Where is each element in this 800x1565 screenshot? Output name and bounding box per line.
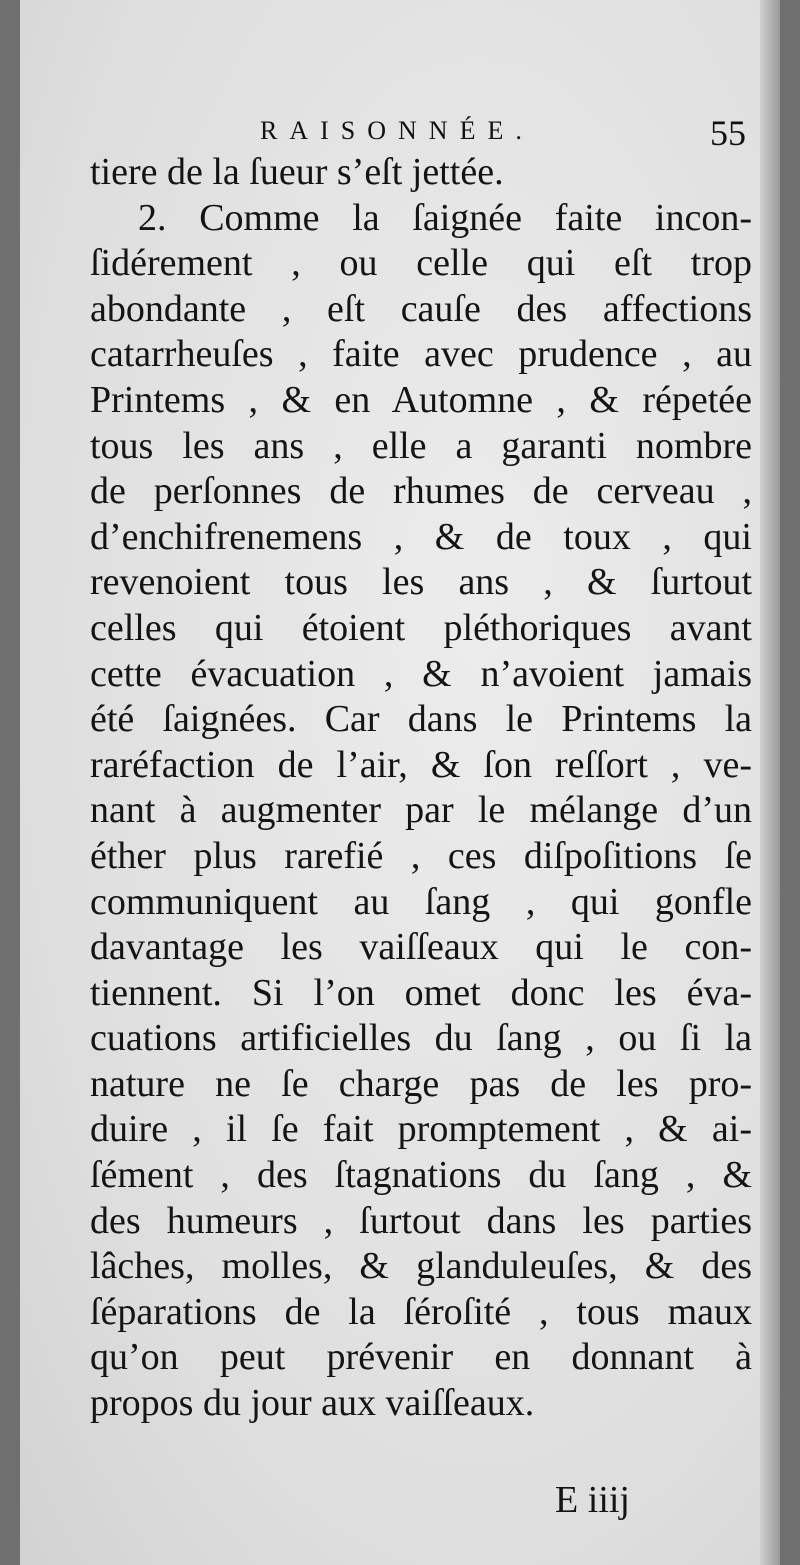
text-line: des humeurs , ſurtout dans les parties xyxy=(90,1199,752,1242)
text-line: cette évacuation , & n’avoient jamais xyxy=(90,652,752,695)
text-line: 2. Comme la ſaignée faite incon- xyxy=(138,196,752,239)
page-gutter-shadow xyxy=(760,0,780,1565)
text-line: éther plus rarefié , ces diſpoſitions ſe xyxy=(90,834,752,877)
text-line: tous les ans , elle a garanti nombre xyxy=(90,424,752,467)
signature-mark: E iiij xyxy=(555,1479,630,1521)
text-line: ſidérement , ou celle qui eſt trop xyxy=(90,242,752,285)
text-line: nant à augmenter par le mélange d’un xyxy=(90,789,752,832)
text-line: propos du jour aux vaiſſeaux. xyxy=(90,1382,535,1425)
text-line: tiennent. Si l’on omet donc les éva- xyxy=(90,971,752,1014)
text-line: abondante , eſt cauſe des affections xyxy=(90,287,752,330)
text-line: de perſonnes de rhumes de cerveau , xyxy=(90,470,752,513)
text-line: duire , il ſe fait promptement , & ai- xyxy=(90,1108,752,1151)
body-text xyxy=(90,150,752,1427)
text-line: ſément , des ſtagnations du ſang , & xyxy=(90,1154,752,1197)
text-line: ſéparations de la ſéroſité , tous maux xyxy=(90,1290,752,1333)
page-number: 55 xyxy=(710,113,746,153)
running-head-title: RAISONNÉE. xyxy=(260,116,534,145)
text-line: lâches, molles, & glanduleuſes, & des xyxy=(90,1245,752,1288)
text-line: nature ne ſe charge pas de les pro- xyxy=(90,1062,752,1105)
text-line: qu’on peut prévenir en donnant à xyxy=(90,1336,752,1379)
text-line: d’enchifrenemens , & de toux , qui xyxy=(90,515,752,558)
text-line: revenoient tous les ans , & ſurtout xyxy=(90,561,752,604)
text-line: tiere de la ſueur s’eſt jettée. xyxy=(90,151,504,193)
book-page xyxy=(20,0,780,1565)
text-line: cuations artificielles du ſang , ou ſi la xyxy=(90,1017,752,1060)
text-line: communiquent au ſang , qui gonfle xyxy=(90,880,752,923)
text-line: Printems , & en Automne , & répetée xyxy=(90,378,752,421)
text-line: davantage les vaiſſeaux qui le con- xyxy=(90,926,752,969)
text-line: catarrheuſes , faite avec prudence , au xyxy=(90,333,752,376)
text-line: celles qui étoient pléthoriques avant xyxy=(90,606,752,649)
text-line: raréfaction de l’air, & ſon reſſort , ve- xyxy=(90,743,752,786)
text-line: été ſaignées. Car dans le Printems la xyxy=(90,698,752,741)
